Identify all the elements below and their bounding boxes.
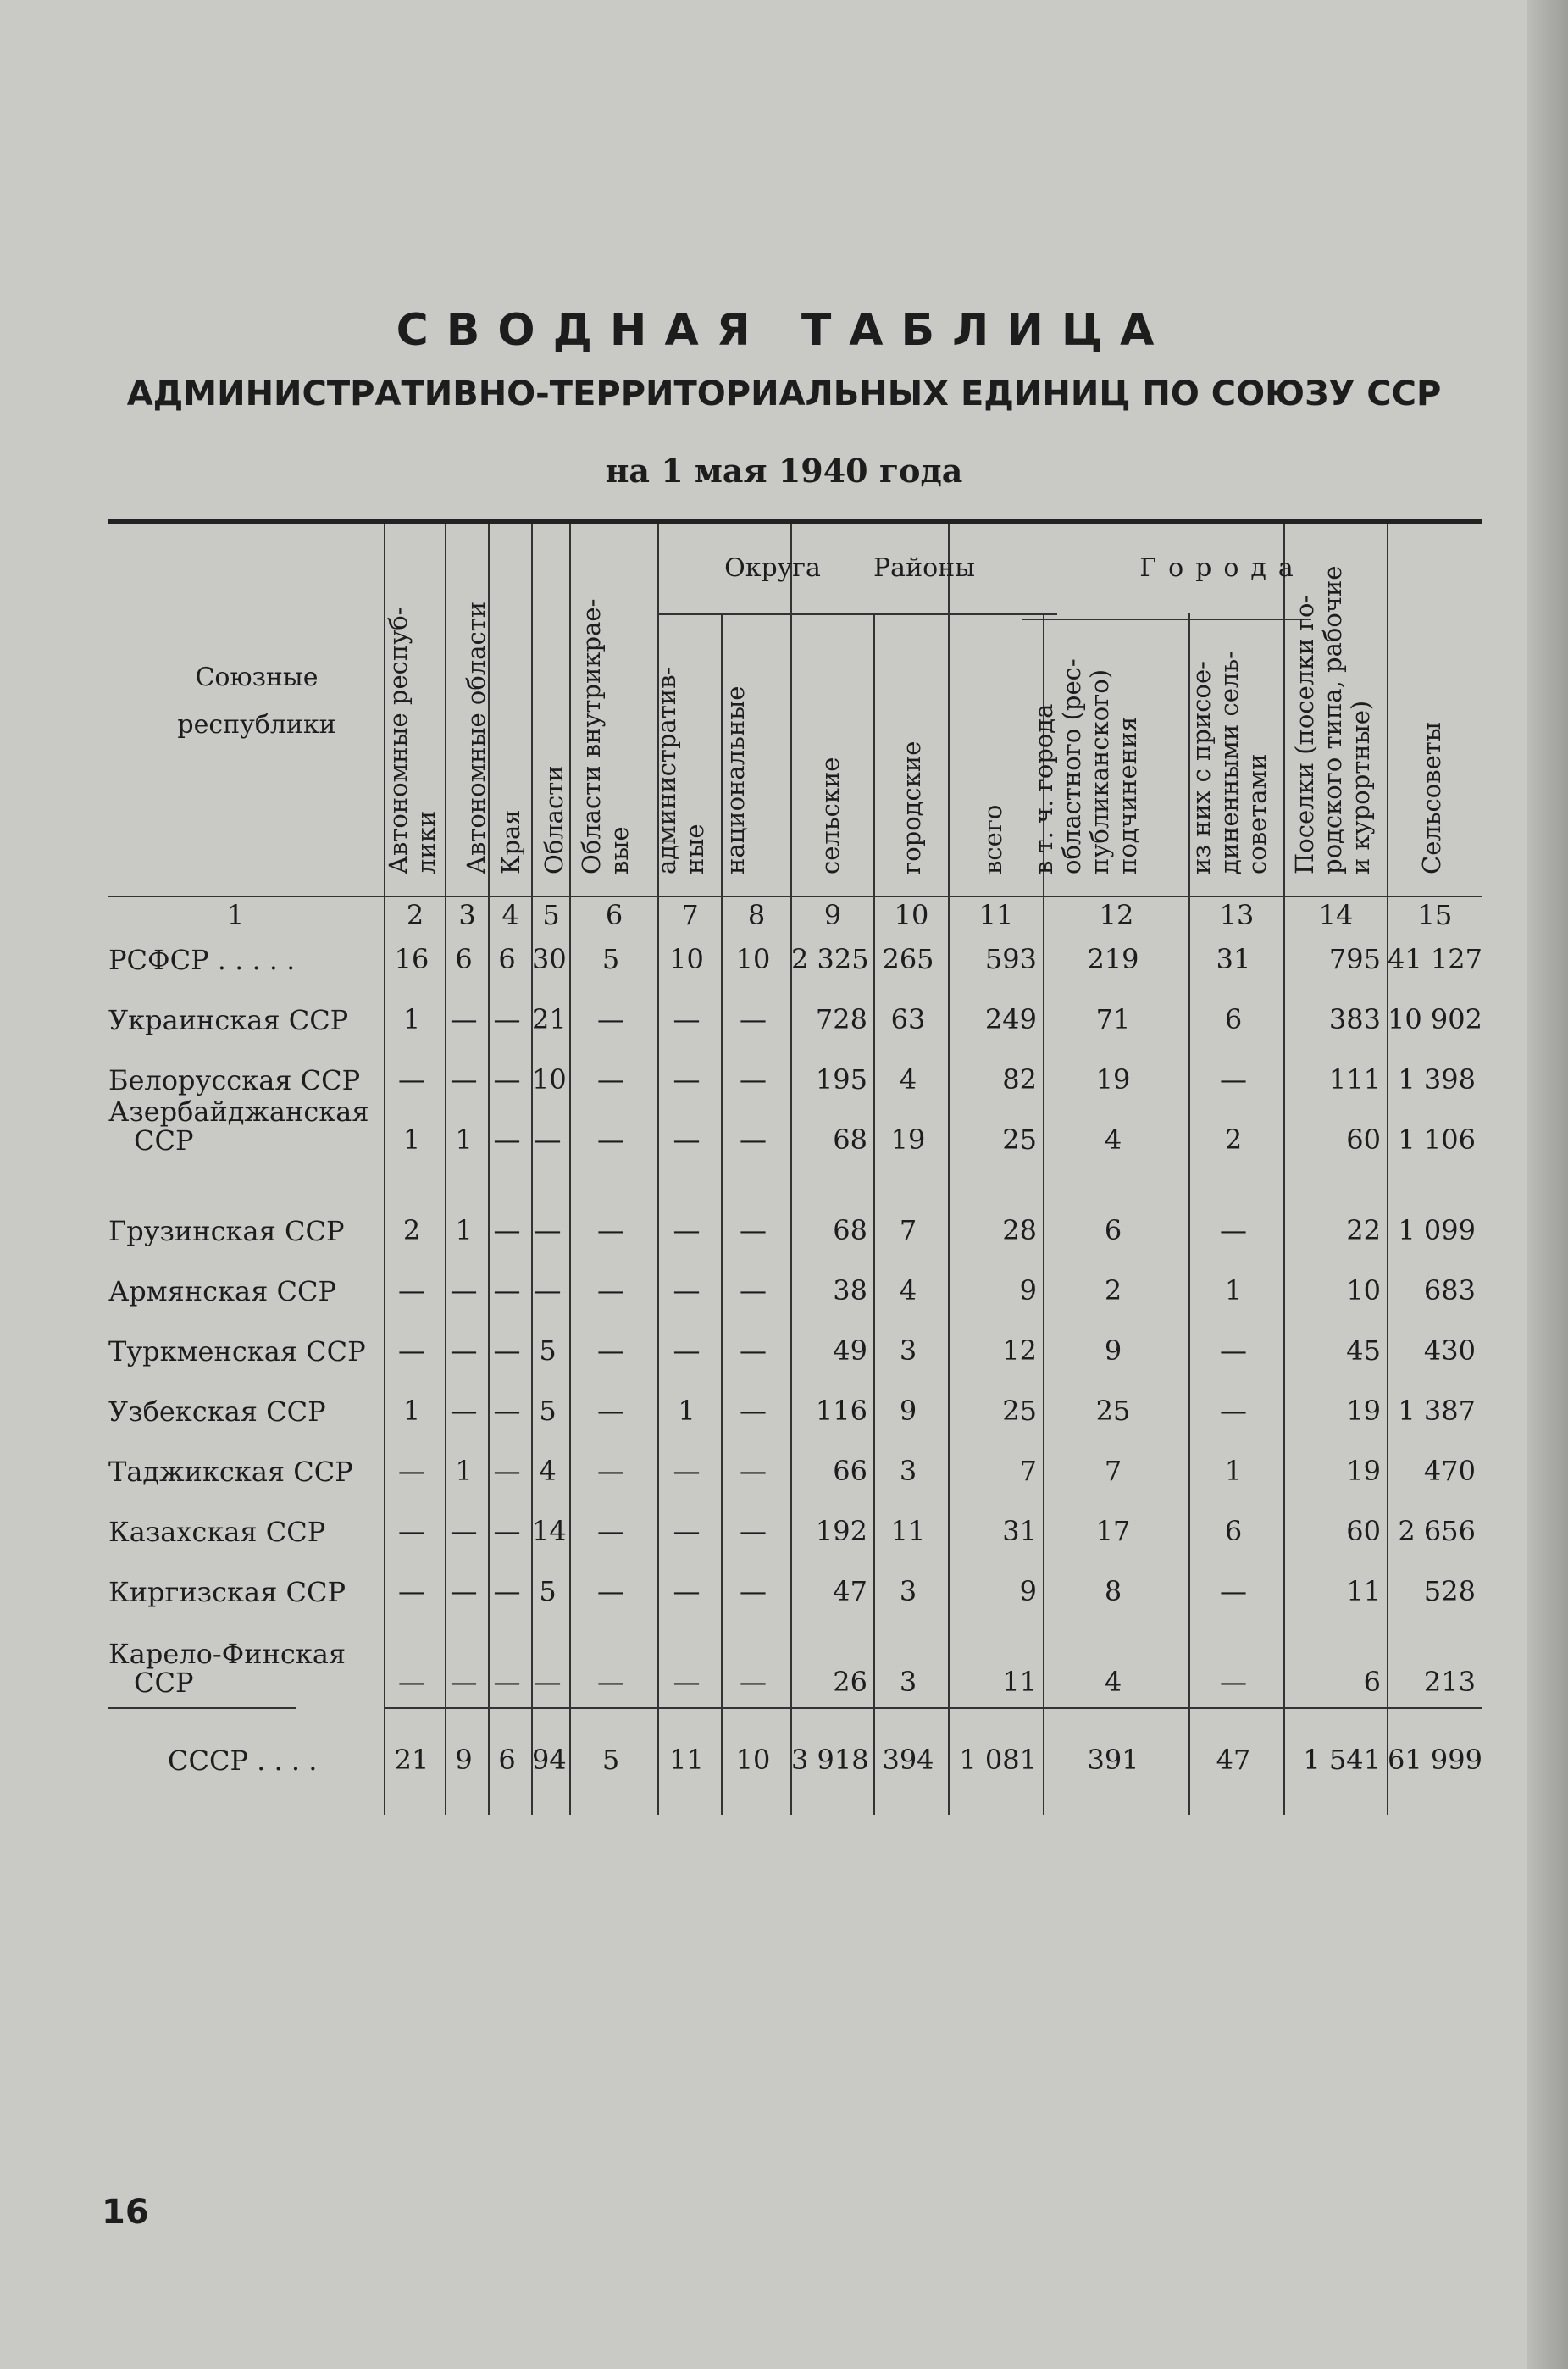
column-number: 9 [823, 899, 842, 931]
table-cell: 265 [882, 943, 934, 975]
table-cell: — [740, 1455, 767, 1487]
table-cell: 25 [1095, 1395, 1131, 1427]
column-divider [445, 524, 446, 1815]
table-cell: — [673, 1123, 701, 1156]
table-cell: — [534, 1123, 562, 1156]
table-cell: 2 [1104, 1274, 1122, 1307]
table-cell: 30 [532, 943, 567, 975]
table-cell: 1 [402, 1003, 421, 1035]
table-cell: 6 [1224, 1003, 1243, 1035]
table-cell: — [597, 1063, 624, 1096]
header-line: советами [1243, 753, 1272, 874]
header-line: публиканского) [1085, 669, 1114, 874]
table-cell: — [673, 1575, 701, 1607]
total-cell: 1 081 [959, 1744, 1037, 1776]
republic-name: Белорусская ССР [108, 1064, 361, 1096]
table-cell: 19 [1346, 1395, 1381, 1427]
table-cell: 2 [402, 1214, 421, 1246]
table-cell: 2 325 [791, 943, 869, 975]
table-cell: — [740, 1003, 767, 1035]
table-cell: 45 [1346, 1334, 1381, 1367]
table-cell: — [493, 1123, 521, 1156]
table-cell: — [740, 1214, 767, 1246]
table-cell: 3 [899, 1666, 917, 1698]
table-cell: — [673, 1063, 701, 1096]
table-cell: 71 [1095, 1003, 1131, 1035]
table-cell: 47 [833, 1575, 867, 1607]
header-line: и курортные) [1346, 700, 1375, 874]
table-cell: 593 [984, 943, 1037, 975]
header-line: Края [496, 809, 525, 874]
header-line: городские [897, 741, 926, 874]
total-cell: 394 [882, 1744, 934, 1776]
table-cell: — [450, 1515, 478, 1547]
table-cell: — [597, 1334, 624, 1367]
header-goroda: Города [1139, 553, 1305, 583]
table-cell: 25 [1002, 1395, 1037, 1427]
header-line: Области внутрикрае- [577, 598, 606, 874]
table-cell: — [398, 1063, 425, 1096]
table-cell: — [673, 1214, 701, 1246]
table-date: на 1 мая 1940 года [605, 452, 963, 490]
table-cell: — [673, 1274, 701, 1307]
republic-name: Армянская ССР [108, 1275, 336, 1307]
table-cell: — [450, 1575, 478, 1607]
table-cell: — [450, 1666, 478, 1698]
header-oblasti [540, 765, 568, 874]
table-cell: — [450, 1063, 478, 1096]
table-cell: — [450, 1003, 478, 1035]
table-cell: 1 [402, 1395, 421, 1427]
table-cell: 9 [1104, 1334, 1122, 1367]
table-cell: — [673, 1666, 701, 1698]
table-cell: 9 [1019, 1274, 1037, 1307]
table-cell: 11 [1346, 1575, 1381, 1607]
table-cell: 11 [1002, 1666, 1037, 1698]
table-cell: 16 [394, 943, 429, 975]
table-cell: 1 099 [1398, 1214, 1476, 1246]
table-cell: 4 [539, 1455, 557, 1487]
column-number: 3 [458, 899, 476, 931]
republic-name: Узбекская ССР [108, 1395, 326, 1428]
table-cell: — [398, 1666, 425, 1698]
table-cell: 195 [815, 1063, 867, 1096]
column-number: 8 [747, 899, 766, 931]
table-cell: — [673, 1334, 701, 1367]
header-rural [817, 757, 845, 874]
total-cell: 61 999 [1388, 1744, 1482, 1776]
table-cell: 2 [1224, 1123, 1243, 1156]
table-cell: 6 [1363, 1666, 1381, 1698]
republic-name: РСФСР . . . . . [108, 944, 296, 976]
header-krai [497, 809, 525, 874]
table-cell: — [740, 1515, 767, 1547]
table-cell: 38 [833, 1274, 867, 1307]
table-cell: 3 [899, 1575, 917, 1607]
table-cell: 213 [1423, 1666, 1476, 1698]
header-line: вые [605, 826, 634, 874]
table-cell: 6 [455, 943, 473, 975]
republic-name: Киргизская ССР [108, 1576, 346, 1608]
table-cell: — [493, 1003, 521, 1035]
column-number: 5 [542, 899, 560, 931]
table-cell: 3 [899, 1455, 917, 1487]
total-cell: 10 [735, 1744, 771, 1776]
header-line: Автономные респуб- [384, 607, 413, 874]
republic-name: Украинская ССР [108, 1004, 349, 1036]
column-number: 14 [1318, 899, 1354, 931]
table-cell: — [534, 1214, 562, 1246]
column-divider [1387, 524, 1388, 1815]
column-number: 15 [1417, 899, 1453, 931]
column-number: 10 [894, 899, 929, 931]
total-rule-right [385, 1707, 1482, 1709]
republic-name: Туркменская ССР [108, 1335, 366, 1368]
republic-name: ССР [134, 1667, 194, 1699]
total-cell: 11 [669, 1744, 704, 1776]
header-line: Автономные области [462, 601, 490, 874]
table-cell: — [673, 1455, 701, 1487]
table-cell: — [493, 1666, 521, 1698]
table-cell: 1 106 [1398, 1123, 1476, 1156]
table-cell: — [673, 1515, 701, 1547]
table-cell: 116 [815, 1395, 867, 1427]
table-cell: — [597, 1123, 624, 1156]
header-line: родского типа, рабочие [1318, 565, 1347, 874]
header-line: ные [680, 824, 709, 874]
header-urban [898, 741, 926, 874]
table-cell: 6 [498, 943, 516, 975]
table-cell: 68 [833, 1123, 867, 1156]
table-cell: 5 [539, 1334, 557, 1367]
table-cell: — [597, 1395, 624, 1427]
table-cell: 82 [1002, 1063, 1037, 1096]
column-number: 11 [978, 899, 1014, 931]
table-cell: 4 [899, 1274, 917, 1307]
table-top-rule [108, 519, 1482, 524]
table-cell: — [597, 1575, 624, 1607]
header-line: диненными сель- [1215, 651, 1244, 874]
column-number: 12 [1099, 899, 1134, 931]
table-cell: — [597, 1274, 624, 1307]
header-autonomous-republics [385, 607, 440, 874]
table-cell: — [450, 1334, 478, 1367]
table-cell: — [493, 1395, 521, 1427]
total-cell: 47 [1216, 1744, 1251, 1776]
table-cell: 14 [532, 1515, 567, 1547]
table-cell: — [493, 1515, 521, 1547]
table-cell: — [398, 1455, 425, 1487]
header-line: Области [540, 765, 568, 874]
column-divider [790, 524, 792, 1815]
table-cell: 1 [678, 1395, 695, 1427]
table-cell: 1 [1224, 1274, 1243, 1307]
table-cell: 25 [1002, 1123, 1037, 1156]
table-cell: 430 [1423, 1334, 1476, 1367]
table-cell: 9 [1019, 1575, 1037, 1607]
table-cell: 10 [532, 1063, 567, 1096]
table-title: СВОДНАЯ ТАБЛИЦА [396, 305, 1172, 356]
table-cell: 4 [1104, 1666, 1122, 1698]
table-cell: 528 [1423, 1575, 1476, 1607]
table-cell: 1 [455, 1455, 473, 1487]
table-cell: 470 [1423, 1455, 1476, 1487]
table-cell: 728 [815, 1003, 867, 1035]
table-cell: 19 [1095, 1063, 1131, 1096]
table-cell: — [740, 1666, 767, 1698]
table-cell: 12 [1002, 1334, 1037, 1367]
table-cell: — [740, 1123, 767, 1156]
table-cell: — [597, 1666, 624, 1698]
table-cell: — [493, 1214, 521, 1246]
table-cell: — [597, 1455, 624, 1487]
table-subtitle: АДМИНИСТРАТИВНО-ТЕРРИТОРИАЛЬНЫХ ЕДИНИЦ ПО СОЮЗУ ССР [126, 374, 1442, 413]
total-cell: 391 [1087, 1744, 1139, 1776]
column-number: 1 [226, 899, 245, 931]
table-cell: 7 [1104, 1455, 1122, 1487]
header-rule [108, 896, 1482, 897]
table-cell: 28 [1002, 1214, 1037, 1246]
summary-table [108, 519, 1482, 1823]
table-cell: 5 [601, 943, 620, 975]
republic-name: Таджикская ССР [108, 1456, 353, 1488]
table-cell: 49 [833, 1334, 867, 1367]
page-number: 16 [102, 2193, 149, 2232]
table-cell: — [1220, 1575, 1247, 1607]
table-cell: — [398, 1575, 425, 1607]
table-cell: — [1220, 1334, 1247, 1367]
table-cell: 21 [532, 1003, 567, 1035]
table-cell: 1 [455, 1214, 473, 1246]
table-cell: 22 [1346, 1214, 1381, 1246]
republic-name: ССР [134, 1124, 194, 1157]
total-cell: 94 [532, 1744, 567, 1776]
table-cell: — [493, 1334, 521, 1367]
republic-name: Грузинская ССР [108, 1215, 345, 1247]
header-selsovets [1418, 722, 1446, 874]
header-line: национальные [721, 685, 750, 874]
table-cell: — [450, 1395, 478, 1427]
column-divider [531, 524, 533, 1815]
table-cell: 63 [890, 1003, 926, 1035]
column-divider [948, 524, 950, 1815]
table-cell: — [597, 1515, 624, 1547]
table-cell: — [673, 1003, 701, 1035]
table-cell: — [1220, 1666, 1247, 1698]
table-cell: — [398, 1515, 425, 1547]
total-cell: 5 [601, 1744, 620, 1776]
total-cell: 9 [455, 1744, 473, 1776]
table-cell: — [740, 1334, 767, 1367]
header-line: всего [978, 804, 1007, 874]
header-rayony: Районы [873, 553, 975, 583]
table-cell: 1 [1224, 1455, 1243, 1487]
republic-name: Карело-Финская [108, 1638, 346, 1670]
header-okruga: Округа [724, 553, 821, 583]
table-cell: 1 387 [1398, 1395, 1476, 1427]
total-cell: 1 541 [1303, 1744, 1381, 1776]
column-number: 6 [605, 899, 623, 931]
table-cell: 8 [1104, 1575, 1122, 1607]
table-cell: — [534, 1274, 562, 1307]
column-number: 2 [406, 899, 424, 931]
header-with-selsovets [1188, 651, 1272, 874]
table-cell: 795 [1328, 943, 1381, 975]
table-cell: 66 [833, 1455, 867, 1487]
goroda-underline-left [959, 613, 1052, 615]
republic-name: Казахская ССР [108, 1516, 326, 1548]
table-cell: 26 [833, 1666, 867, 1698]
table-cell: — [740, 1063, 767, 1096]
header-total-cities [979, 805, 1007, 874]
republic-name: Азербайджанская [108, 1096, 369, 1128]
table-cell: — [740, 1395, 767, 1427]
table-cell: 7 [1019, 1455, 1037, 1487]
table-cell: 383 [1328, 1003, 1381, 1035]
table-cell: 10 [669, 943, 704, 975]
total-label: СССР . . . . [168, 1745, 318, 1777]
table-cell: 10 [735, 943, 771, 975]
table-cell: — [450, 1274, 478, 1307]
table-cell: — [398, 1274, 425, 1307]
table-cell: 1 [402, 1123, 421, 1156]
header-autonomous-oblasts [463, 602, 490, 874]
table-cell: 60 [1346, 1123, 1381, 1156]
table-cell: 9 [899, 1395, 917, 1427]
table-cell: — [493, 1274, 521, 1307]
table-cell: 219 [1087, 943, 1139, 975]
table-cell: — [597, 1003, 624, 1035]
table-cell: — [1220, 1395, 1247, 1427]
table-cell: — [493, 1063, 521, 1096]
table-cell: 2 656 [1398, 1515, 1476, 1547]
table-cell: — [534, 1666, 562, 1698]
table-cell: — [740, 1274, 767, 1307]
header-line: в т. ч. города [1029, 703, 1058, 874]
table-cell: 5 [539, 1575, 557, 1607]
table-cell: 249 [984, 1003, 1037, 1035]
header-line: Поселки (поселки го- [1290, 594, 1319, 874]
table-cell: 1 398 [1398, 1063, 1476, 1096]
header-line: областного (рес- [1057, 658, 1086, 874]
header-union-republics: Союзные республики [177, 663, 336, 740]
column-divider [569, 524, 571, 1815]
table-cell: 3 [899, 1334, 917, 1367]
table-cell: — [597, 1214, 624, 1246]
total-rule-left [108, 1707, 296, 1709]
goroda-underline-right [1022, 619, 1311, 620]
table-cell: 4 [899, 1063, 917, 1096]
table-cell: 19 [1346, 1455, 1381, 1487]
header-intra-krai-oblasts [578, 599, 634, 874]
table-cell: — [493, 1575, 521, 1607]
total-cell: 3 918 [791, 1744, 869, 1776]
header-line: из них с присое- [1187, 661, 1216, 874]
header-line: подчинения [1113, 716, 1142, 874]
table-cell: 10 902 [1388, 1003, 1482, 1035]
table-cell: — [493, 1455, 521, 1487]
column-number: 7 [681, 899, 699, 931]
total-cell: 6 [498, 1744, 516, 1776]
table-cell: 6 [1224, 1515, 1243, 1547]
table-cell: 192 [815, 1515, 867, 1547]
table-cell: — [1220, 1214, 1247, 1246]
table-cell: 31 [1002, 1515, 1037, 1547]
table-cell: 7 [899, 1214, 917, 1246]
total-cell: 21 [394, 1744, 429, 1776]
table-cell: 10 [1346, 1274, 1381, 1307]
header-line: Сельсоветы [1417, 722, 1446, 874]
table-cell: 5 [539, 1395, 557, 1427]
header-national [722, 686, 750, 874]
table-cell: 4 [1104, 1123, 1122, 1156]
table-cell: — [1220, 1063, 1247, 1096]
table-cell: — [398, 1334, 425, 1367]
table-cell: 31 [1216, 943, 1251, 975]
column-divider [1283, 524, 1285, 1815]
table-cell: 6 [1104, 1214, 1122, 1246]
column-number: 13 [1219, 899, 1255, 931]
table-cell: 11 [890, 1515, 926, 1547]
table-cell: 111 [1328, 1063, 1381, 1096]
table-cell: 60 [1346, 1515, 1381, 1547]
header-settlements [1291, 566, 1375, 874]
table-cell: 41 127 [1388, 943, 1482, 975]
table-cell: 19 [890, 1123, 926, 1156]
header-line: сельские [816, 757, 845, 874]
header-line: лики [412, 810, 440, 874]
table-cell: 68 [833, 1214, 867, 1246]
table-cell: 1 [455, 1123, 473, 1156]
header-administrative [653, 667, 709, 874]
table-cell: — [740, 1575, 767, 1607]
header-cities-subordinate [1030, 658, 1142, 874]
column-number: 4 [501, 899, 519, 931]
header-line: административ- [652, 666, 681, 874]
table-cell: 683 [1423, 1274, 1476, 1307]
table-cell: 17 [1095, 1515, 1131, 1547]
